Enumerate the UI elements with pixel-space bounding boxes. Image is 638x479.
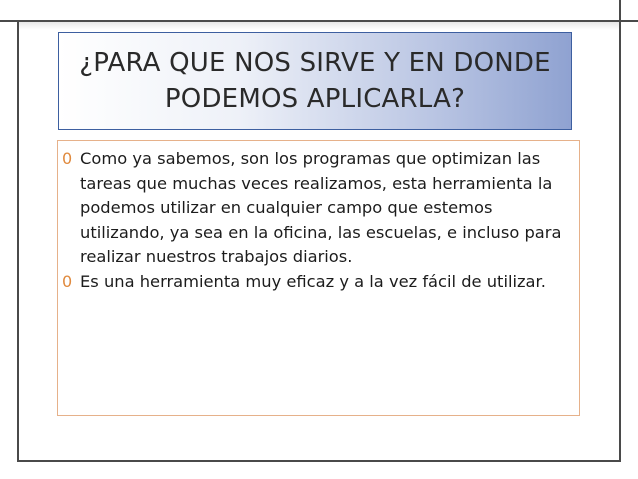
slide-title (79, 45, 551, 117)
bullet-marker: 0 (62, 271, 73, 291)
slide-title-line-1: ¿PARA QUE NOS SIRVE Y EN DONDE (79, 48, 551, 78)
bullet-marker: 0 (62, 149, 73, 168)
bullet-text: Es una herramienta muy eficaz y a la vez fácil de utilizar. (80, 271, 546, 291)
frame-left-line (17, 20, 19, 462)
frame-bottom-line (17, 460, 621, 462)
slide-title-line-2: PODEMOS APLICARLA? (164, 84, 466, 114)
frame-shadow (19, 22, 619, 30)
bullet-list (62, 147, 562, 294)
title-box (58, 32, 572, 130)
bullet-item (62, 270, 562, 295)
bullet-text: Como ya sabemos, son los programas que optimizan las tareas que muchas veces realizamos, esta herramienta la podemos utilizar en cualquier campo que estemos utilizando, ya sea en la oficina, las escuelas, e incluso para realizar nuestros trabajos diarios. (80, 149, 562, 266)
frame-right-line (619, 0, 621, 462)
bullet-item (62, 147, 562, 270)
